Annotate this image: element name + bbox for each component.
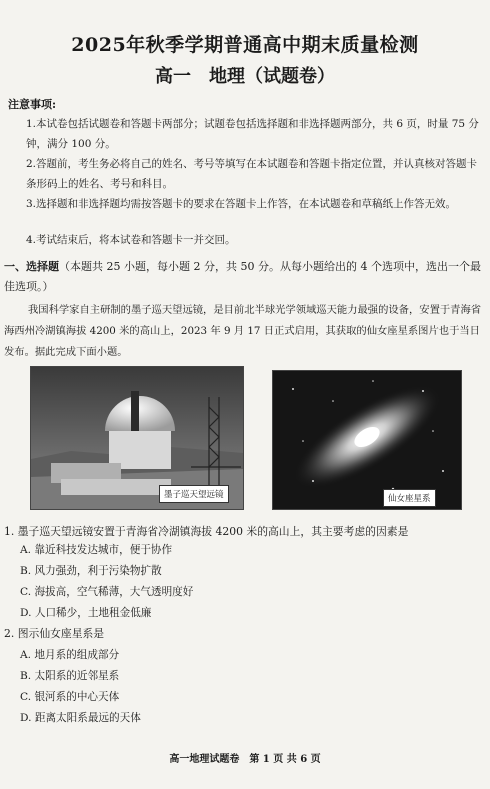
page-footer: 高一地理试题卷 第 1 页 共 6 页 xyxy=(169,754,321,765)
question-1-option-d: D. 人口稀少，土地租金低廉 xyxy=(20,607,152,619)
notes-heading: 注意事项: xyxy=(8,98,57,111)
section-heading xyxy=(4,257,486,297)
question-2-stem: 2. 图示仙女座星系是 xyxy=(4,627,105,640)
question-1-option-c: C. 海拔高，空气稀薄，大气透明度好 xyxy=(20,586,194,598)
reading-passage: 我国科学家自主研制的墨子巡天望远镜，是目前北半球光学领域巡天能力最强的设备，安置于青海省海西州冷湖镇海拔 4200 米的高山上，2023 年 9 月 17 日正式启用，其获取的仙女座星系图片也于当日发布。据此完成下面小题。 xyxy=(4,304,482,358)
note-item: 1.本试卷包括试题卷和答题卡两部分；试题卷包括选择题和非选择题两部分，共 6 页，时量 75 分钟，满分 100 分。 xyxy=(26,118,479,150)
question-1-option-b: B. 风力强劲，利于污染物扩散 xyxy=(20,565,162,577)
exam-subtitle: 高一 地理（试题卷） xyxy=(155,66,335,87)
note-item: 3.选择题和非选择题均需按答题卡的要求在答题卡上作答，在本试题卷和草稿纸上作答无效。 xyxy=(26,198,457,210)
galaxy-caption: 仙女座星系 xyxy=(383,489,436,507)
galaxy-photo xyxy=(272,370,462,510)
question-2-option-a: A. 地月系的组成部分 xyxy=(20,649,120,661)
question-2-option-b: B. 太阳系的近邻星系 xyxy=(20,670,120,682)
exam-title: 2025年秋季学期普通高中期末质量检测 xyxy=(71,34,419,56)
note-item: 2.答题前，考生务必将自己的姓名、考号等填写在本试题卷和答题卡指定位置，并认真核对答题卡条形码上的姓名、考号和科目。 xyxy=(26,158,478,190)
telescope-caption: 墨子巡天望远镜 xyxy=(159,485,229,503)
section-instructions: （本题共 25 小题，每小题 2 分，共 50 分。从每小题给出的 4 个选项中，选出一个最佳选项。） xyxy=(4,260,481,293)
question-2-option-d: D. 距离太阳系最远的天体 xyxy=(20,712,141,724)
question-1-stem: 1. 墨子巡天望远镜安置于青海省冷湖镇海拔 4200 米的高山上，其主要考虑的因素是 xyxy=(4,525,409,538)
question-2-option-c: C. 银河系的中心天体 xyxy=(20,691,120,703)
note-item: 4.考试结束后，将本试卷和答题卡一并交回。 xyxy=(26,234,236,246)
section-label: 一、选择题 xyxy=(4,260,59,273)
question-1-option-a: A. 靠近科技发达城市，便于协作 xyxy=(20,544,173,556)
telescope-photo xyxy=(30,366,244,510)
